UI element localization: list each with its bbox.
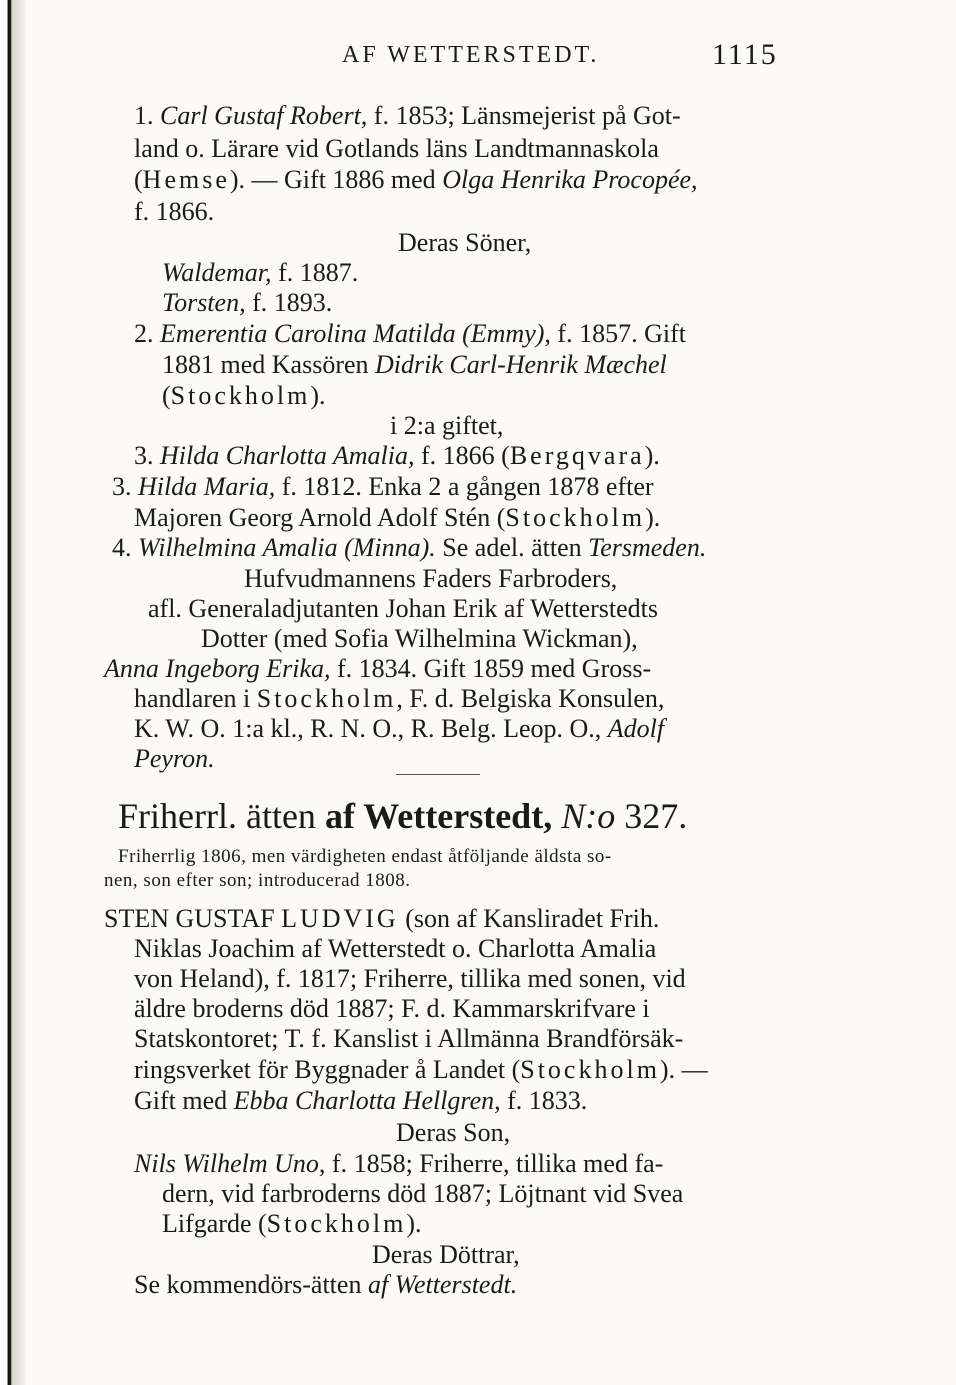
anna-line-4: Peyron. <box>134 744 215 773</box>
page-number: 1115 <box>712 38 778 71</box>
entry-4-line-1: 4. Wilhelmina Amalia (Minna). Se adel. ätten Tersmeden. <box>112 533 707 562</box>
anna-line-2: handlaren i Stockholm, F. d. Belgiska Konsulen, <box>134 684 665 713</box>
header-title: AF WETTERSTEDT. <box>342 42 600 68</box>
book-spine-edge <box>0 0 26 1385</box>
head-line-3: von Heland), f. 1817; Friherre, tillika med sonen, vid <box>134 964 686 993</box>
subheading-uncles-line-2: afl. Generaladjutanten Johan Erik af Wetterstedts <box>148 594 659 623</box>
entry-1-line-1: 1. Carl Gustaf Robert, f. 1853; Länsmejerist på Got- <box>134 101 681 130</box>
section-divider <box>396 774 480 775</box>
ennoblement-note-line-2: nen, son efter son; introducerad 1808. <box>104 870 411 891</box>
entry-1-line-3: (Hemse). — Gift 1886 med Olga Henrika Procopée, <box>134 165 698 194</box>
anna-line-3: K. W. O. 1:a kl., R. N. O., R. Belg. Leop. O., Adolf <box>134 714 665 743</box>
entry-3b-line-1: 3. Hilda Maria, f. 1812. Enka 2 a gången 1878 efter <box>112 472 654 501</box>
family-heading: Friherrl. ätten af Wetterstedt, N:o 327. <box>118 796 688 836</box>
head-line-1: STEN GUSTAF LUDVIG (son af Kansliradet Frih. <box>104 904 660 933</box>
head-line-4: äldre broderns död 1887; F. d. Kammarskrifvare i <box>134 994 650 1023</box>
anna-line-1: Anna Ingeborg Erika, f. 1834. Gift 1859 med Gross- <box>104 654 652 683</box>
head-line-7: Gift med Ebba Charlotta Hellgren, f. 1833. <box>134 1086 588 1115</box>
head-line-6: ringsverket för Byggnader å Landet (Stockholm). — <box>134 1055 708 1084</box>
entry-1-line-4: f. 1866. <box>134 197 215 226</box>
entry-1-line-2: land o. Lärare vid Gotlands läns Landtmannaskola <box>134 134 659 163</box>
entry-2-line-2: 1881 med Kassören Didrik Carl-Henrik Mæchel <box>162 350 667 379</box>
son-nils-line-2: dern, vid farbroderns död 1887; Löjtnant vid Svea <box>162 1179 684 1208</box>
son-nils-line-3: Lifgarde (Stockholm). <box>162 1209 422 1238</box>
subheading-uncles-line-3: Dotter (med Sofia Wilhelmina Wickman), <box>201 624 638 653</box>
subheading-son: Deras Son, <box>396 1118 511 1147</box>
subheading-second-marriage: i 2:a giftet, <box>390 411 504 440</box>
entry-3b-line-2: Majoren Georg Arnold Adolf Stén (Stockholm). <box>134 503 661 532</box>
ennoblement-note-line-1: Friherrlig 1806, men värdigheten endast åtföljande äldsta so- <box>118 846 612 867</box>
head-line-2: Niklas Joachim af Wetterstedt o. Charlotta Amalia <box>134 934 657 963</box>
son-waldemar: Waldemar, f. 1887. <box>162 258 359 287</box>
son-torsten: Torsten, f. 1893. <box>162 288 333 317</box>
subheading-daughters: Deras Döttrar, <box>372 1240 520 1269</box>
see-reference: Se kommendörs-ätten af Wetterstedt. <box>134 1270 518 1299</box>
son-nils-line-1: Nils Wilhelm Uno, f. 1858; Friherre, tillika med fa- <box>134 1149 664 1178</box>
running-header <box>0 38 956 78</box>
subheading-uncles-line-1: Hufvudmannens Faders Farbroders, <box>244 564 618 593</box>
entry-2-line-3: (Stockholm). <box>162 381 326 410</box>
entry-2-line-1: 2. Emerentia Carolina Matilda (Emmy), f. 1857. Gift <box>134 319 686 348</box>
entry-3a-line-1: 3. Hilda Charlotta Amalia, f. 1866 (Bergqvara). <box>134 441 660 470</box>
head-line-5: Statskontoret; T. f. Kanslist i Allmänna Brandförsäk- <box>134 1024 684 1053</box>
subheading-sons: Deras Söner, <box>398 228 532 257</box>
